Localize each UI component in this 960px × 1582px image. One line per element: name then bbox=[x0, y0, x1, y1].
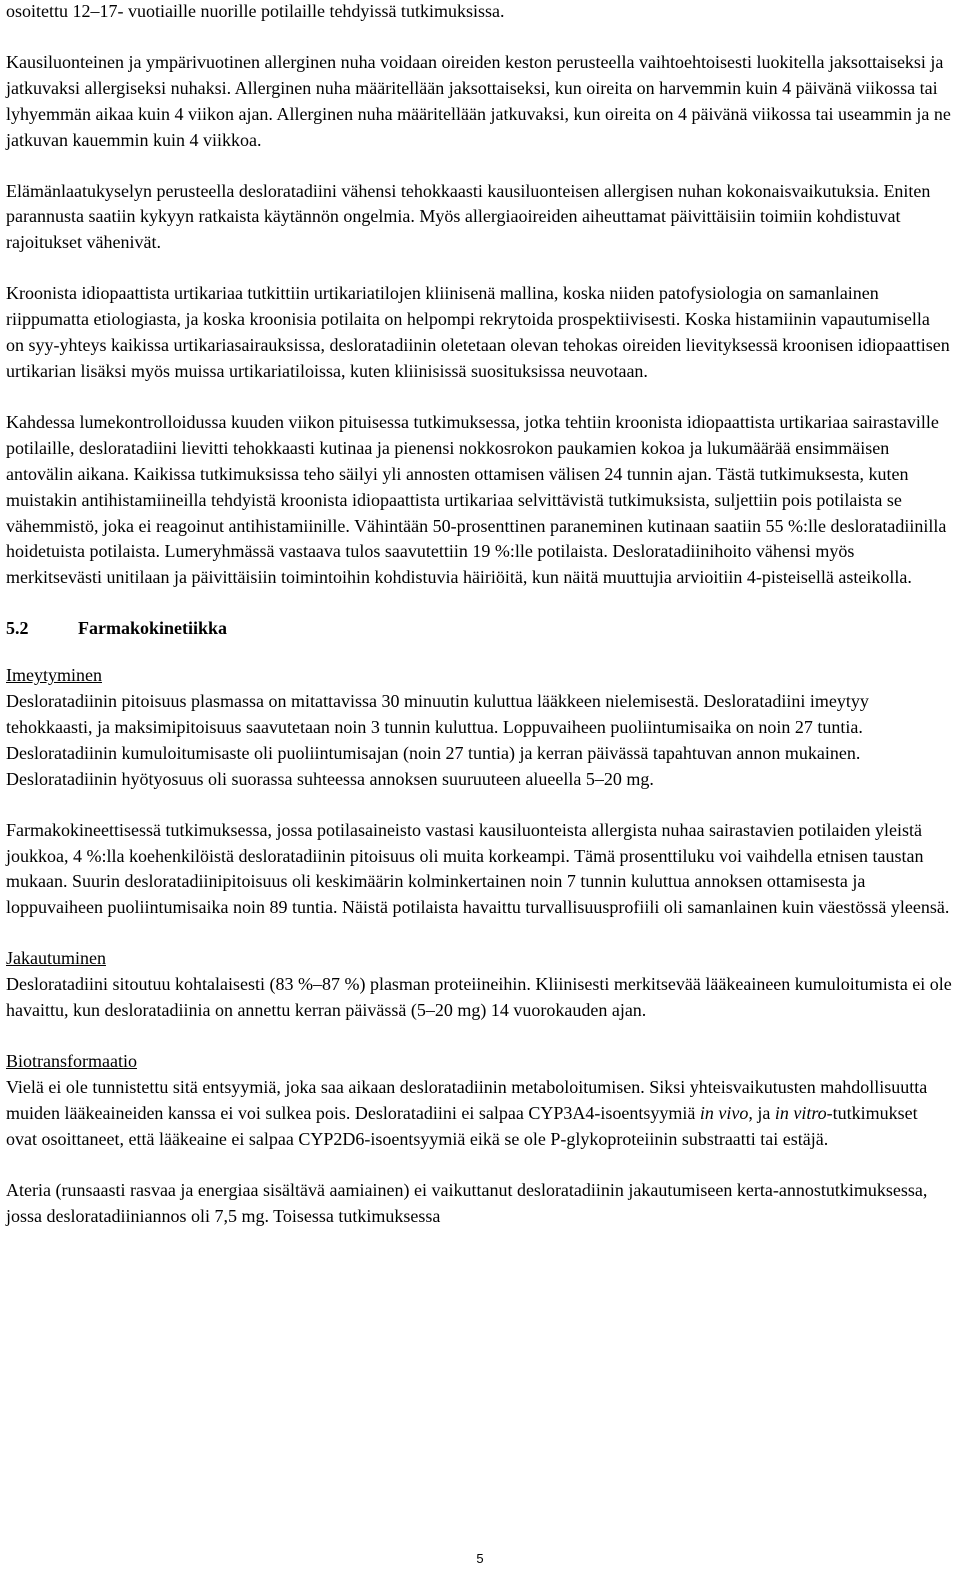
section-title: Farmakokinetiikka bbox=[78, 618, 228, 639]
paragraph-meal-effect: Ateria (runsaasti rasvaa ja energiaa sisältävä aamiainen) ei vaikuttanut desloratadiinin jakautumiseen kerta-annostutkimuksessa, jossa desloratadiiniannos oli 7,5 mg. Toisessa tutkimuksessa bbox=[6, 1179, 928, 1226]
paragraph-rhinitis-classification: Kausiluonteinen ja ympärivuotinen allerginen nuha voidaan oireiden keston perusteella vaihtoehtoisesti luokitella jaksottaiseksi ja jatkuvaksi allergiseksi nuhaksi. Allerginen nuha määritellään jaksottaiseksi, kun oireita on harvemmin kuin 4 päivänä viikossa tai lyhyemmän aikaa kuin 4 viikon ajan. Allerginen nuha määritellään jatkuvaksi, kun oireita on 4 päivänä viikossa tai useammin ja ne jatkuvan kauemmin kuin 4 viikkoa. bbox=[6, 51, 951, 150]
subheading-biotransformation: Biotransformaatio bbox=[6, 1051, 137, 1071]
subheading-distribution: Jakautuminen bbox=[6, 948, 106, 969]
paragraph-urticaria-studies: Kahdessa lumekontrolloidussa kuuden viikon pituisessa tutkimuksessa, jotka tehtiin kroonista idiopaattista urtikariaa sairastaville potilaille, desloratadiini lievitti tehokkaasti kutinaa ja pienensi nokkosrokon paukamien kokoa ja lukumäärää ensimmäisen antovälin aikana. Kaikissa tutkimuksissa teho säilyi yli annosten ottamisen välisen 24 tunnin ajan. Tästä tutkimuksesta, kuten muistakin antihistamiineilla tehdyistä kroonista idiopaattista urtikariaa selvittävistä tutkimuksista, suljettiin pois potilaista se vähemmistö, joka ei reagoinut antihistamiinille. Vähintään 50-prosenttinen paraneminen kutinaan saatiin 55 %:lle desloratadiinilla hoidetuista potilaista. Lumeryhmässä vastaava tulos saavutettiin 19 %:lle potilaista. Desloratadiinihoito vähensi myös merkitsevästi unitilaan ja päivittäisiin toimintoihin kohdistuvia häiriöitä, kun näitä muuttujia arvioitiin 4-pisteisellä asteikolla. bbox=[6, 411, 947, 588]
section-heading bbox=[6, 616, 952, 642]
text-segment: Vielä ei ole tunnistettu sitä entsyymiä, joka saa aikaan desloratadiinin metaboloitumisen. Siksi yhteisvaikutusten mahdollisuutta muiden lääkeaineiden kanssa ei voi sulkea pois. Desloratadiini ei salpaa CYP3A4-isoentsyymiä bbox=[6, 1076, 928, 1123]
text-segment: -tutkimukset ovat osoittaneet, että lääkeaine ei salpaa CYP2D6-isoentsyymiä eikä se ole P-glykoproteiinin substraatti tai estäjä. bbox=[6, 1102, 918, 1149]
page-number: 5 bbox=[476, 1551, 484, 1566]
paragraph-pharmacokinetic-study: Farmakokineettisessä tutkimuksessa, jossa potilasaineisto vastasi kausiluonteista allergista nuhaa sairastavien potilaiden yleistä joukkoa, 4 %:lla koehenkilöistä desloratadiinin pitoisuus oli muita korkeampi. Tämä prosenttiluku voi vaihdella etnisen taustan mukaan. Suurin desloratadiinipitoisuus oli keskimäärin kolminkertainen noin 7 tunnin kuluttua annoksen ottamisesta ja loppuvaiheen puoliintumisaika noin 89 tuntia. Näistä potilaista havaittu turvallisuusprofiili oli samanlainen kuin väestössä yleensä. bbox=[6, 819, 950, 918]
paragraph-study-age: osoitettu 12–17- vuotiaille nuorille potilaille tehdyissä tutkimuksissa. bbox=[6, 1, 505, 21]
paragraph-quality-of-life: Elämänlaatukyselyn perusteella desloratadiini vähensi tehokkaasti kausiluonteisen allergisen nuhan kokonaisvaikutuksia. Eniten parannusta saatiin kykyyn ratkaista käytännön ongelmia. Myös allergiaoireiden aiheuttamat päivittäisiin toimiin kohdistuvat rajoitukset vähenivät. bbox=[6, 180, 931, 253]
italic-in-vivo: in vivo, bbox=[699, 1102, 753, 1123]
italic-in-vitro: in vitro bbox=[774, 1102, 827, 1123]
document-page bbox=[6, 0, 952, 1229]
text-segment: ja bbox=[752, 1102, 775, 1123]
paragraph-biotransformation bbox=[6, 1075, 952, 1153]
subheading-absorption: Imeytyminen bbox=[6, 665, 102, 686]
paragraph-urticaria-model: Kroonista idiopaattista urtikariaa tutkittiin urtikariatilojen kliinisenä mallina, koska niiden patofysiologia on samanlainen riippumatta etiologiasta, ja koska kroonisia potilaita on helpompi rekrytoida prospektiivisesti. Koska histamiinin vapautumisella on syy-yhteys kaikissa urtikariasairauksissa, desloratadiinin oletetaan olevan tehokas oireiden lievityksessä kroonisen idiopaattisen urtikarian lisäksi myös muissa urtikariatiloissa, kuten kliinisissä suosituksissa neuvotaan. bbox=[6, 283, 950, 381]
section-number: 5.2 bbox=[6, 618, 29, 639]
paragraph-absorption: Desloratadiinin pitoisuus plasmassa on mitattavissa 30 minuutin kuluttua lääkkeen nielemisestä. Desloratadiini imeytyy tehokkaasti, ja maksimipitoisuus saavutetaan noin 3 tunnin kuluttua. Loppuvaiheen puoliintumisaika on noin 27 tuntia. Desloratadiinin kumuloitumisaste oli puoliintumisajan (noin 27 tuntia) ja kerran päivässä tapahtuvan annon mukainen. Desloratadiinin hyötyosuus oli suorassa suhteessa annoksen suuruuteen alueella 5–20 mg. bbox=[6, 691, 869, 789]
paragraph-distribution: Desloratadiini sitoutuu kohtalaisesti (83 %–87 %) plasman proteiineihin. Kliinisesti merkitsevää lääkeaineen kumuloitumista ei ole havaittu, kun desloratadiinia on annettu kerran päivässä (5–20 mg) 14 vuorokauden ajan. bbox=[6, 974, 952, 1021]
